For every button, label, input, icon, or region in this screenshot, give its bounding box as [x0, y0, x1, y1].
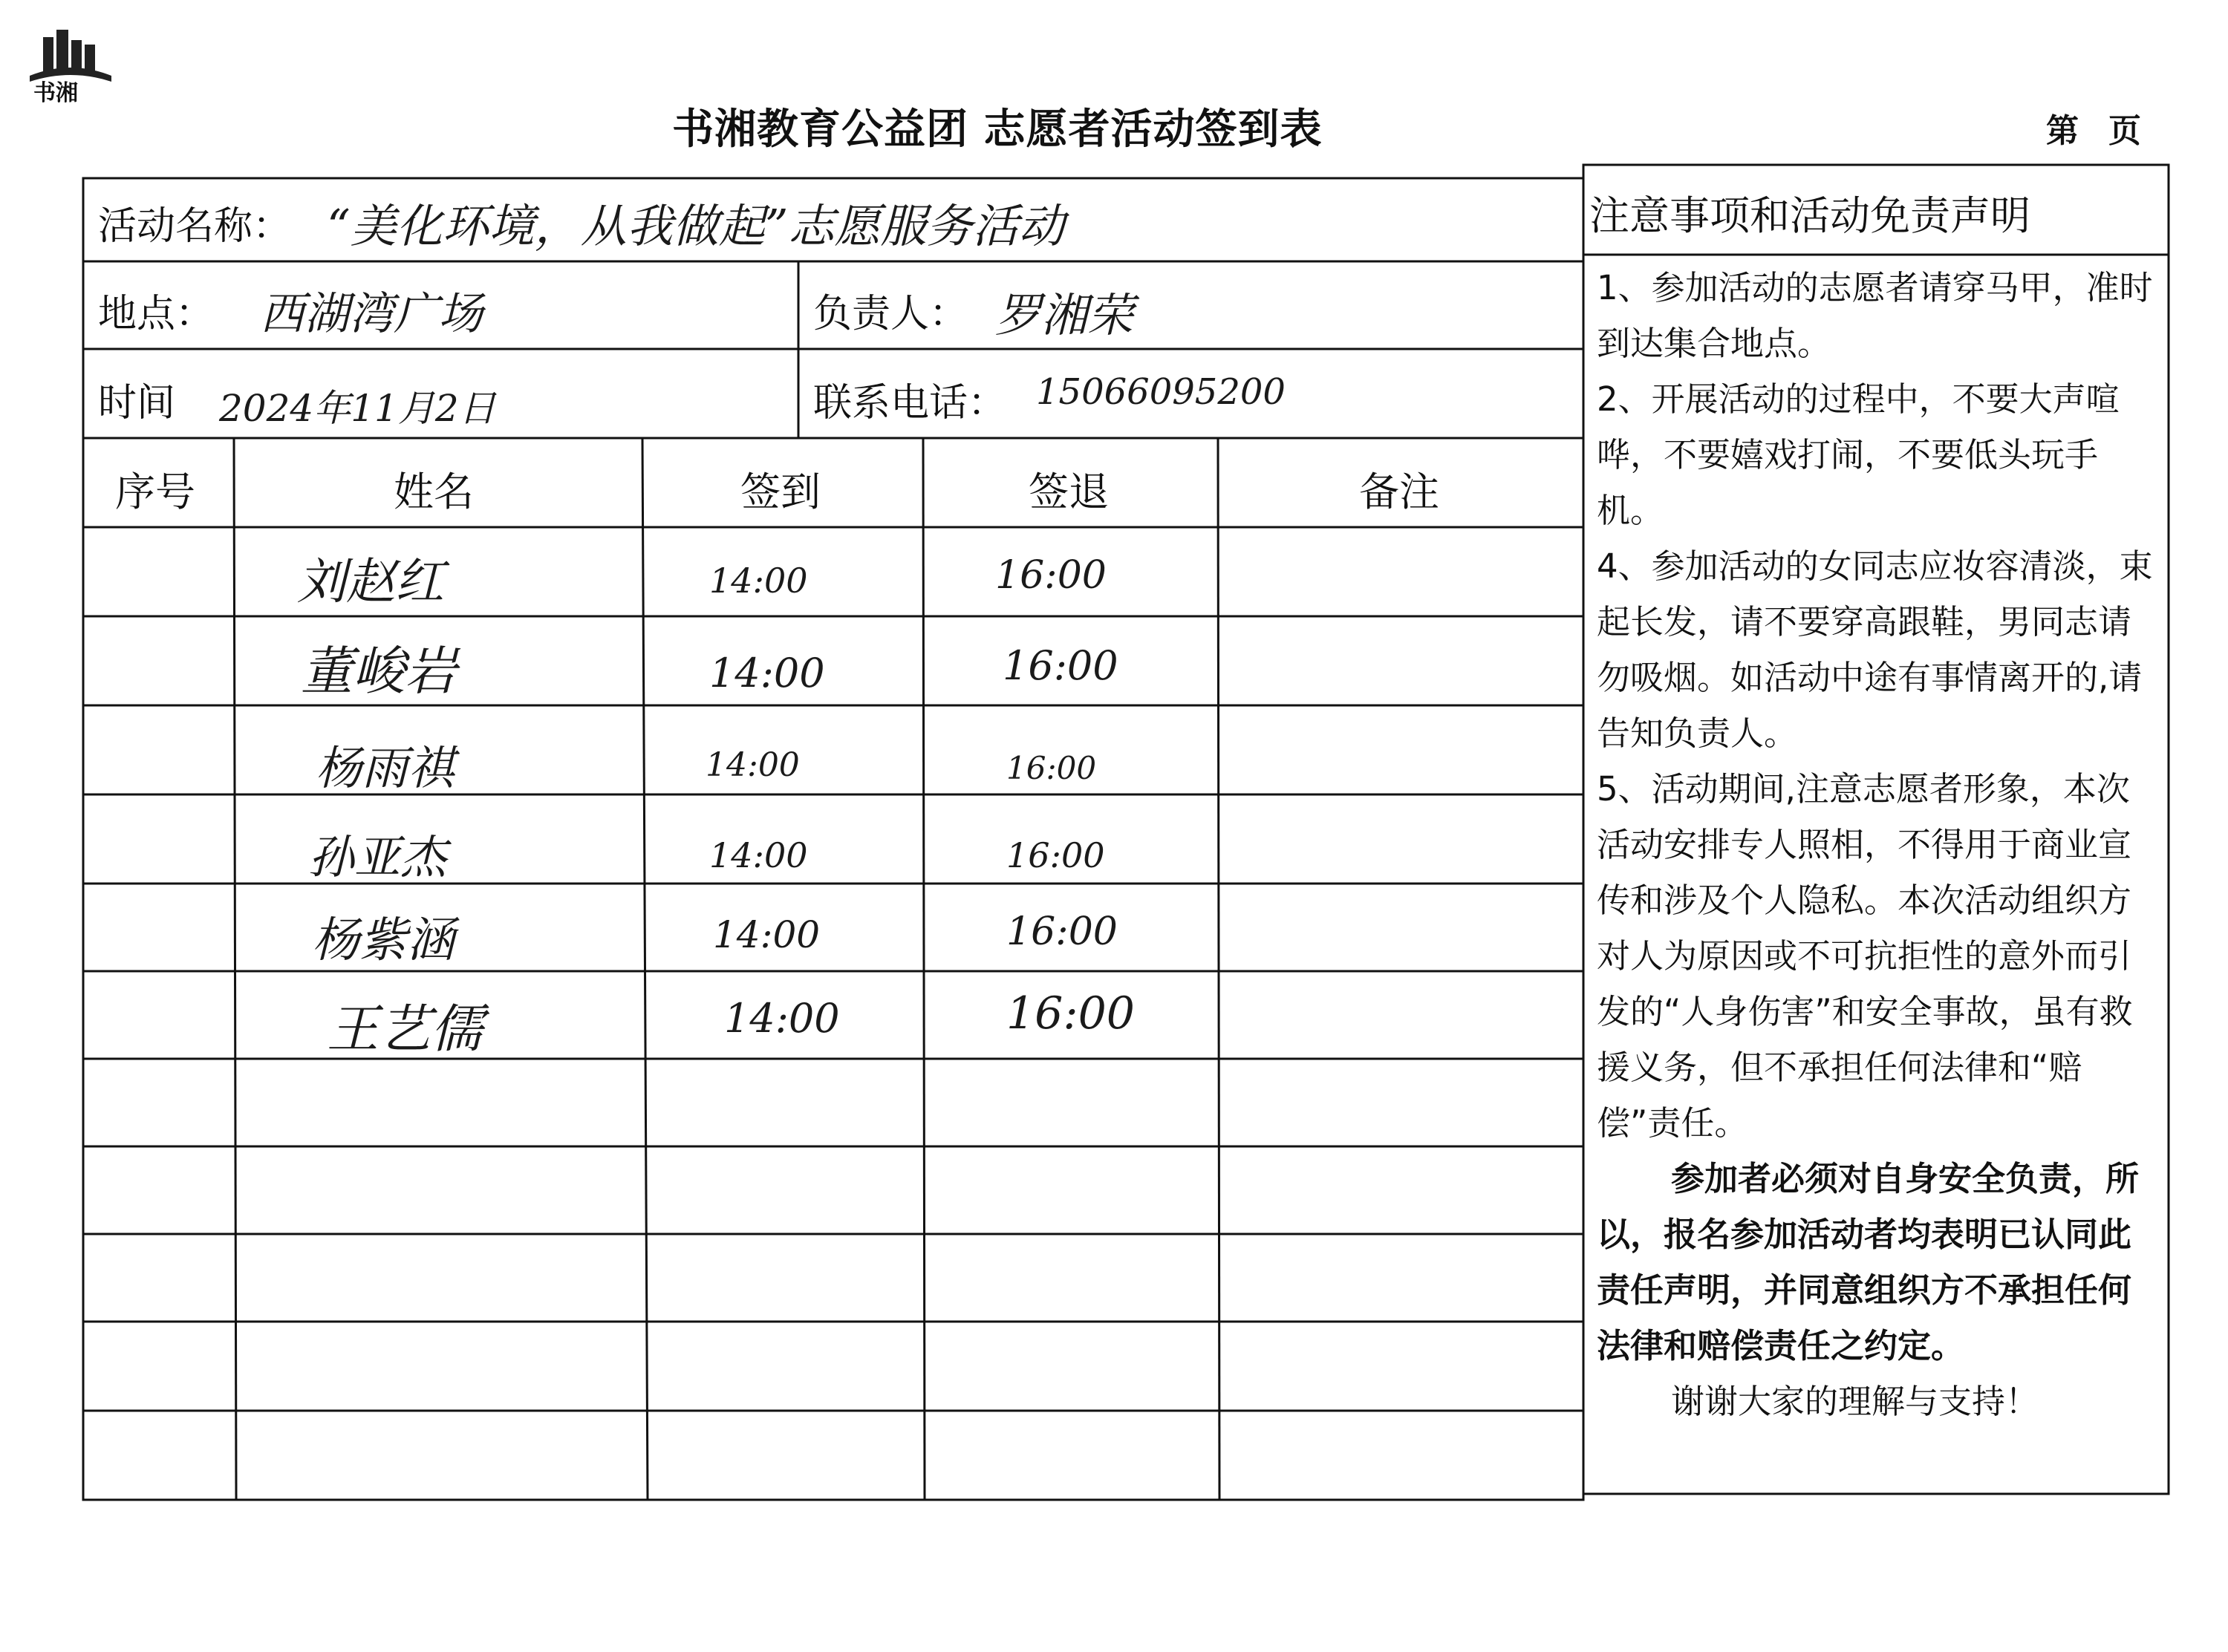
- time-label: 时间: [98, 381, 176, 425]
- notice-item: 1、参加活动的志愿者请穿马甲，准时到达集合地点。: [1597, 268, 2153, 363]
- notice-item: 5、活动期间,注意志愿者形象，本次活动安排专人照相，不得用于商业宣传和涉及个人隐私。本次活动组织方对人为原因或不可抗拒性的意外而引发的“人身伤害”和安全事故，虽有救援义务，但不承担任何法律和“赔偿”责任。: [1597, 769, 2133, 1143]
- header-number: 序号: [115, 468, 195, 515]
- time-value: 2024年11月2日: [219, 387, 496, 430]
- row-name: 杨紫涵: [312, 913, 455, 968]
- page-prefix: 第: [2046, 112, 2079, 150]
- row-checkin: 14:00: [713, 913, 821, 956]
- row-checkout: 16:00: [995, 553, 1107, 598]
- header-name: 姓名: [394, 468, 474, 515]
- row-checkout: 16:00: [1003, 642, 1118, 689]
- row-checkout: 16:00: [1006, 835, 1105, 875]
- logo-text: 书湘: [33, 80, 78, 106]
- row-name: 王艺儒: [327, 999, 483, 1060]
- header-checkout: 签退: [1029, 468, 1109, 515]
- notice-thanks: 谢谢大家的理解与支持！: [1671, 1382, 2039, 1421]
- leader-value: 罗湘荣: [995, 288, 1134, 342]
- row-checkin: 14:00: [706, 746, 800, 784]
- location-label: 地点：: [98, 292, 215, 336]
- header-remark: 备注: [1359, 468, 1439, 515]
- notice-item: 2、开展活动的过程中，不要大声喧哗，不要嬉戏打闹，不要低头玩手机。: [1597, 379, 2120, 530]
- activity-name-label: 活动名称：: [98, 204, 292, 249]
- row-checkin: 14:00: [709, 650, 825, 696]
- page-title: 书湘教育公益团 志愿者活动签到表: [672, 105, 1323, 154]
- activity-name-value: “美化环境，从我做起”志愿服务活动: [327, 199, 1065, 253]
- row-name: 孙亚杰: [308, 830, 447, 884]
- row-checkout: 16:00: [1006, 987, 1135, 1039]
- row-checkin: 14:00: [709, 561, 808, 601]
- row-checkout: 16:00: [1006, 750, 1097, 786]
- row-name: 董峻岩: [301, 641, 457, 702]
- page-suffix: 页: [2108, 112, 2141, 150]
- phone-label: 联系电话：: [813, 381, 1007, 425]
- location-value: 西湖湾广场: [260, 288, 483, 340]
- leader-label: 负责人：: [813, 292, 968, 336]
- row-name: 刘赵红: [297, 553, 444, 610]
- row-name: 杨雨祺: [316, 741, 455, 795]
- row-checkin: 14:00: [709, 835, 808, 875]
- row-checkout: 16:00: [1006, 910, 1118, 954]
- notice-responsibility-statement: 参加者必须对自身安全负责，所以，报名参加活动者均表明已认同此责任声明，并同意组织方不承担任何法律和赔偿责任之约定。: [1597, 1159, 2140, 1365]
- notice-item: 4、参加活动的女同志应妆容清淡，束起长发，请不要穿高跟鞋，男同志请勿吸烟。如活动中途有事情离开的,请告知负责人。: [1597, 546, 2153, 753]
- phone-value: 15066095200: [1036, 371, 1286, 413]
- header-checkin: 签到: [740, 468, 821, 515]
- notice-title: 注意事项和活动免责声明: [1589, 192, 2030, 239]
- notice-body: [1597, 260, 2161, 1429]
- row-checkin: 14:00: [724, 995, 840, 1042]
